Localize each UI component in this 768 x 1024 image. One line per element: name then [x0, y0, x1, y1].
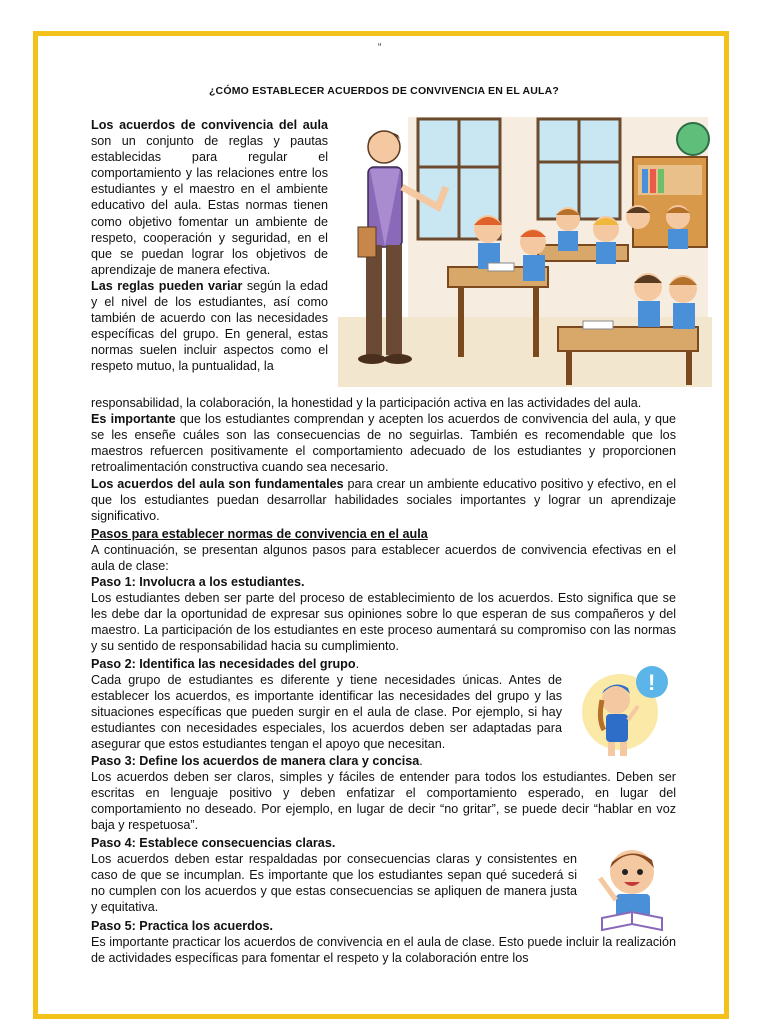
- p2-bold: Las reglas pueden variar: [91, 278, 243, 293]
- step-5-text: Es importante practicar los acuerdos de convivencia en el aula de clase. Esto puede incluir la realización de actividades específicas para fomentar el respeto y la colaboración entre los: [91, 935, 676, 966]
- p3-text: que los estudiantes comprendan y acepten los acuerdos de convivencia del aula, y que se les enseñe cuáles son las consecuencias de no seguirlas. También es recomendable que los maestros refuercen positivamente el comportamiento adecuado de los estudiantes y proporcionen retroalimentación constructiva cuando sea necesario.: [91, 412, 676, 475]
- step-2-title-period: .: [355, 657, 360, 671]
- paragraph-2: [91, 278, 328, 375]
- paragraph-3: [91, 411, 676, 475]
- step-1-title-text: Paso 1: Involucra a los estudiantes.: [91, 575, 305, 589]
- step-4-title-text: Paso 4: Establece consecuencias claras.: [91, 836, 336, 850]
- step-4-text: Los acuerdos deben estar respaldadas por consecuencias claras y consistentes en caso de que se incumplan. Es importante que los estudiantes sepan qué sucederá si no cumplen con los acuerdos y que estas consecuencias se apliquen de manera justa y equitativa.: [91, 852, 577, 915]
- classroom-illustration: [338, 117, 712, 387]
- intro-paragraphs: [91, 117, 328, 375]
- quote-mark: “: [378, 42, 382, 53]
- p4-text: para crear un ambiente educativo positivo y efectivo, en el que los estudiantes puedan desarrollar habilidades sociales importantes y lograr un aprendizaje significativo.: [91, 477, 677, 524]
- p1-bold: Los acuerdos de convivencia del aula: [91, 118, 328, 132]
- document-title: ¿CÓMO ESTABLECER ACUERDOS DE CONVIVENCIA EN EL AULA?: [208, 85, 560, 97]
- step-3-title-text: Paso 3: Define los acuerdos de manera clara y concisa: [91, 754, 420, 768]
- steps-heading-text: Pasos para establecer normas de convivencia en el aula: [91, 527, 428, 541]
- girl-with-exclamation-illustration: [580, 660, 672, 760]
- step-3-title: [91, 753, 676, 769]
- p3-bold: Es importante: [91, 412, 176, 426]
- step-2-title-text: Paso 2: Identifica las necesidades del grupo: [91, 657, 356, 671]
- steps-heading: [91, 526, 676, 542]
- step-2-text: Cada grupo de estudiantes es diferente y tiene necesidades únicas. Antes de establecer los acuerdos, es importante identificar las necesidades del grupo y las situaciones específicas que pueden surgir en el aula de clase. Por ejemplo, si hay estudiantes con necesidades especiales, los acuerdos deben ser adaptadas para asegurar que estos estudiantes tengan el apoyo que necesitan.: [91, 673, 562, 752]
- step-1-text: Los estudiantes deben ser parte del proceso de establecimiento de los acuerdos. Esto significa que se les debe dar la oportunidad de expresar sus opiniones sobre lo que esperan de sus compañeros y del maestro. La participación de los estudiantes en este proceso aumentará su compromiso con las normas y su sentido de responsabilidad hacia su cumplimiento.: [91, 591, 676, 654]
- step-1-title: [91, 574, 676, 590]
- paragraph-2-continued: responsabilidad, la colaboración, la honestidad y la participación activa en las actividades del aula.: [91, 396, 642, 410]
- step-3-text: Los acuerdos deben ser claros, simples y fáciles de entender para todos los estudiantes. Deben ser escritas en lenguaje positivo y deben enfatizar el comportamiento esperado, en lugar del comportamiento no deseado. Por ejemplo, en lugar de decir “no gritar”, se puede decir “hablar en voz baja y respetuosa”.: [91, 770, 676, 833]
- steps-intro: A continuación, se presentan algunos pasos para establecer acuerdos de convivencia efectivas en el aula de clase:: [91, 543, 676, 574]
- p2-text: según la edad y el nivel de los estudiantes, así como también de acuerdo con las necesidades específicas del grupo. En general, estas normas suelen incluir aspectos como el respeto mutuo, la puntualidad, la: [91, 278, 328, 374]
- p4-bold: Los acuerdos del aula son fundamentales: [91, 477, 344, 491]
- svg-text:!: !: [648, 670, 656, 695]
- paragraph-4: [91, 476, 676, 524]
- p1-text: son un conjunto de reglas y pautas establecidas para regular el comportamiento y las relaciones entre los estudiantes y el maestro en el ambiente educativo del aula. Estas normas tienen como objetivo fomentar un ambiente de respeto, cooperación y seguridad, en el que se puedan lograr los objetivos de aprendizaje de manera efectiva.: [91, 134, 328, 277]
- step-5-title-text: Paso 5: Practica los acuerdos.: [91, 919, 273, 933]
- step-3-title-period: .: [419, 754, 423, 768]
- step-5-title: [91, 918, 676, 934]
- paragraph-1: [91, 117, 328, 278]
